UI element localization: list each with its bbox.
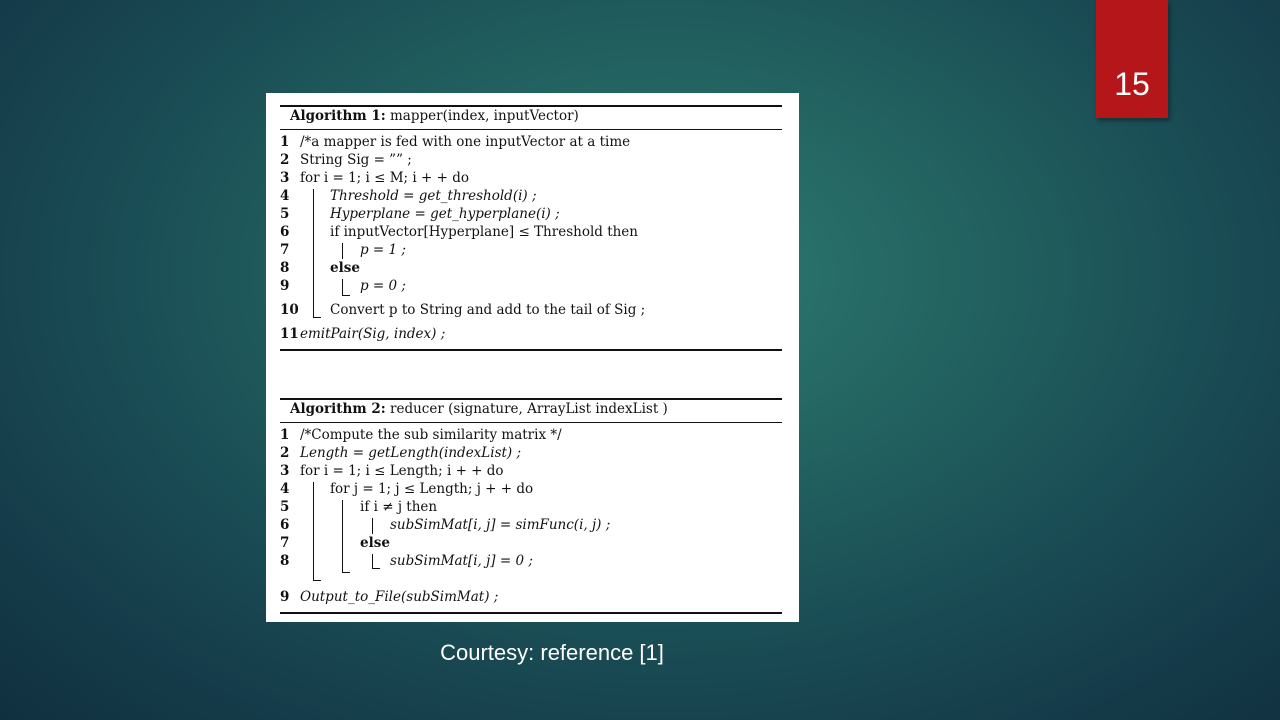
- slide-number-tab: [1096, 0, 1168, 118]
- block-bar: [342, 243, 343, 259]
- block-bar: [342, 572, 350, 573]
- block-bar: [313, 482, 314, 580]
- block-bar: [342, 279, 343, 295]
- algorithm-2-header: [290, 401, 668, 417]
- rule: [280, 422, 782, 423]
- block-bar: [313, 580, 321, 581]
- algorithm-1-header: [290, 108, 579, 124]
- caption: Courtesy: reference [1]: [440, 640, 664, 665]
- algorithm-1-title: mapper(index, inputVector): [390, 108, 579, 124]
- rule: [280, 612, 782, 614]
- rule: [280, 349, 782, 351]
- rule: [280, 398, 782, 400]
- algorithm-2-title: reducer (signature, ArrayList indexList ): [390, 401, 668, 417]
- block-bar: [313, 189, 314, 317]
- algorithm-2-label: Algorithm 2:: [290, 401, 386, 417]
- block-bar: [313, 317, 321, 318]
- algorithm-1: Algorithm 1: mapper(index, inputVector) 1 /*a mapper is fed with one inputVector at a time 2 String Sig = ”” ; 3 for i = 1; i ≤ M; i + + do 4 Threshold = get_threshold(i) ; 5 Hyperplane = get_hyperplane(i) ; 6 if inputVector[Hyperplane] ≤ Threshold then 7 p = 1 ; 8 else 9 p = 0 ; 10 Convert p to String and add to the tail of Sig ; 11 emitPair(Sig, index) ;: [280, 105, 782, 353]
- rule: [280, 129, 782, 130]
- block-bar: [372, 518, 373, 534]
- slide-number: 15: [1114, 66, 1150, 102]
- block-bar: [372, 568, 380, 569]
- algorithm-2: Algorithm 2: reducer (signature, ArrayList indexList ) 1 /*Compute the sub similarity matrix */ 2 Length = getLength(indexList) ; 3 for i = 1; i ≤ Length; i + + do 4 for j = 1; j ≤ Length; j + + do 5 if i ≠ j then 6 subSimMat[i, j] = simFunc(i, j) ; 7 else 8 subSimMat[i, j] = 0 ; 9 Output_to_File(subSimMat) ;: [280, 398, 782, 618]
- block-bar: [342, 295, 350, 296]
- block-bar: [372, 554, 373, 568]
- rule: [280, 105, 782, 107]
- block-bar: [342, 500, 343, 572]
- algorithm-figure: [266, 93, 799, 622]
- algorithm-1-label: Algorithm 1:: [290, 108, 386, 124]
